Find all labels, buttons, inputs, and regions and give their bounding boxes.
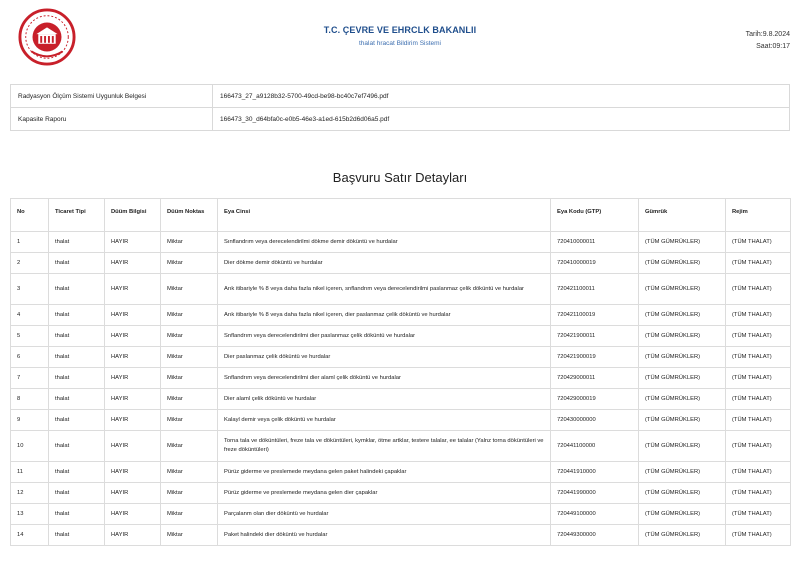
cell-dnoktas: Miktar xyxy=(161,232,218,253)
cell-gumruk: (TÜM GÜMRÜKLER) xyxy=(639,410,726,431)
cell-kod: 720430000000 xyxy=(551,410,639,431)
attachment-file-link[interactable]: 166473_27_a9128b32-5700-49cd-be98-bc40c7ef7496.pdf xyxy=(213,85,790,108)
cell-eya: Arık itibariyle % 8 veya daha fazla nikel içeren, dier paslanmaz çelik döküntü ve hurdalar xyxy=(218,305,551,326)
page-header xyxy=(0,0,800,75)
cell-gumruk: (TÜM GÜMRÜKLER) xyxy=(639,389,726,410)
section-title: Başvuru Satır Detayları xyxy=(332,170,468,185)
table-row xyxy=(11,253,791,274)
cell-rejim: (TÜM THALAT) xyxy=(726,368,791,389)
cell-ticaret: thalat xyxy=(49,253,105,274)
cell-dnoktas: Miktar xyxy=(161,274,218,305)
cell-dbilgisi: HAYIR xyxy=(105,483,161,504)
cell-no: 9 xyxy=(11,410,49,431)
cell-ticaret: thalat xyxy=(49,483,105,504)
cell-rejim: (TÜM THALAT) xyxy=(726,525,791,546)
col-gumruk: Gümrük xyxy=(639,199,726,232)
cell-gumruk: (TÜM GÜMRÜKLER) xyxy=(639,504,726,525)
attachments-table xyxy=(10,84,790,131)
cell-ticaret: thalat xyxy=(49,431,105,462)
cell-eya: Snflandrım veya derecelendirilmi dier paslanmaz çelik döküntü ve hurdalar xyxy=(218,326,551,347)
table-row xyxy=(11,504,791,525)
cell-rejim: (TÜM THALAT) xyxy=(726,431,791,462)
cell-dnoktas: Miktar xyxy=(161,368,218,389)
cell-no: 10 xyxy=(11,431,49,462)
cell-gumruk: (TÜM GÜMRÜKLER) xyxy=(639,253,726,274)
cell-dnoktas: Miktar xyxy=(161,253,218,274)
cell-gumruk: (TÜM GÜMRÜKLER) xyxy=(639,368,726,389)
table-row xyxy=(11,305,791,326)
attachment-row xyxy=(11,85,790,108)
table-row xyxy=(11,274,791,305)
cell-kod: 720410000011 xyxy=(551,232,639,253)
ministry-logo xyxy=(18,8,76,66)
col-esya-kodu: Eya Kodu (GTP) xyxy=(551,199,639,232)
cell-no: 5 xyxy=(11,326,49,347)
col-dusum-noktasi: Düüm Noktas xyxy=(161,199,218,232)
table-row xyxy=(11,410,791,431)
cell-dbilgisi: HAYIR xyxy=(105,525,161,546)
attachment-row xyxy=(11,108,790,131)
attachment-label: Radyasyon Ölçüm Sistemi Uygunluk Belgesi xyxy=(11,85,213,108)
cell-eya: Arık itibariyle % 8 veya daha fazla nikel içeren, snflandrım veya derecelendirilmi paslanmaz çelik döküntü ve hurdalar xyxy=(218,274,551,305)
time-label: Saat:09:17 xyxy=(756,43,790,50)
cell-ticaret: thalat xyxy=(49,462,105,483)
col-esya-cinsi: Eya Cinsi xyxy=(218,199,551,232)
table-body xyxy=(11,232,791,546)
cell-rejim: (TÜM THALAT) xyxy=(726,253,791,274)
col-rejim: Rejim xyxy=(726,199,791,232)
cell-no: 4 xyxy=(11,305,49,326)
cell-dbilgisi: HAYIR xyxy=(105,389,161,410)
cell-rejim: (TÜM THALAT) xyxy=(726,305,791,326)
cell-dnoktas: Miktar xyxy=(161,305,218,326)
cell-dbilgisi: HAYIR xyxy=(105,232,161,253)
cell-eya: Dier paslanmaz çelik döküntü ve hurdalar xyxy=(218,347,551,368)
col-ticaret-tipi: Ticaret Tipi xyxy=(49,199,105,232)
cell-kod: 720441100000 xyxy=(551,431,639,462)
cell-rejim: (TÜM THALAT) xyxy=(726,410,791,431)
cell-dnoktas: Miktar xyxy=(161,483,218,504)
cell-eya: Pürüz giderme ve preslemede meydana gelen dier çapaklar xyxy=(218,483,551,504)
table-header-row xyxy=(11,199,791,232)
cell-kod: 720449100000 xyxy=(551,504,639,525)
cell-eya: Kalayl demir veya çelik döküntü ve hurdalar xyxy=(218,410,551,431)
application-lines-table xyxy=(10,198,791,546)
cell-gumruk: (TÜM GÜMRÜKLER) xyxy=(639,305,726,326)
cell-kod: 720441910000 xyxy=(551,462,639,483)
cell-kod: 720421900019 xyxy=(551,347,639,368)
cell-no: 1 xyxy=(11,232,49,253)
cell-dnoktas: Miktar xyxy=(161,431,218,462)
cell-eya: Torna tala ve döküntüleri, freze tala ve döküntüleri, kymklar, ötme artklar, testere talalar, ee talalar (Yalnz torna döküntüleri ve freze döküntüleri) xyxy=(218,431,551,462)
cell-rejim: (TÜM THALAT) xyxy=(726,326,791,347)
table-row xyxy=(11,431,791,462)
page-subtitle: thalat hracat Bildirim Sistemi xyxy=(359,40,441,47)
cell-eya: Parçalanm olan dier döküntü ve hurdalar xyxy=(218,504,551,525)
cell-gumruk: (TÜM GÜMRÜKLER) xyxy=(639,274,726,305)
cell-dbilgisi: HAYIR xyxy=(105,410,161,431)
cell-ticaret: thalat xyxy=(49,525,105,546)
cell-kod: 720441990000 xyxy=(551,483,639,504)
cell-dbilgisi: HAYIR xyxy=(105,431,161,462)
cell-no: 8 xyxy=(11,389,49,410)
cell-dbilgisi: HAYIR xyxy=(105,347,161,368)
cell-dnoktas: Miktar xyxy=(161,504,218,525)
cell-dnoktas: Miktar xyxy=(161,410,218,431)
cell-ticaret: thalat xyxy=(49,305,105,326)
cell-dbilgisi: HAYIR xyxy=(105,504,161,525)
cell-rejim: (TÜM THALAT) xyxy=(726,232,791,253)
cell-no: 12 xyxy=(11,483,49,504)
cell-no: 3 xyxy=(11,274,49,305)
cell-dnoktas: Miktar xyxy=(161,389,218,410)
table-row xyxy=(11,368,791,389)
cell-dbilgisi: HAYIR xyxy=(105,305,161,326)
cell-kod: 720429000011 xyxy=(551,368,639,389)
page-title: T.C. ÇEVRE VE EHRCLK BAKANLII xyxy=(323,25,477,35)
table-row xyxy=(11,232,791,253)
cell-kod: 720429000019 xyxy=(551,389,639,410)
cell-dbilgisi: HAYIR xyxy=(105,368,161,389)
cell-ticaret: thalat xyxy=(49,326,105,347)
cell-gumruk: (TÜM GÜMRÜKLER) xyxy=(639,483,726,504)
cell-kod: 720421100019 xyxy=(551,305,639,326)
table-row xyxy=(11,326,791,347)
col-dusum-bilgisi: Düüm Bilgisi xyxy=(105,199,161,232)
table-row xyxy=(11,347,791,368)
cell-kod: 720421900011 xyxy=(551,326,639,347)
cell-no: 6 xyxy=(11,347,49,368)
cell-gumruk: (TÜM GÜMRÜKLER) xyxy=(639,431,726,462)
cell-dnoktas: Miktar xyxy=(161,347,218,368)
cell-dnoktas: Miktar xyxy=(161,462,218,483)
cell-rejim: (TÜM THALAT) xyxy=(726,347,791,368)
cell-dbilgisi: HAYIR xyxy=(105,462,161,483)
cell-ticaret: thalat xyxy=(49,389,105,410)
cell-eya: Sınflandrım veya derecelendirilmi dökme demir döküntü ve hurdalar xyxy=(218,232,551,253)
date-label: Tarih:9.8.2024 xyxy=(745,31,790,38)
cell-rejim: (TÜM THALAT) xyxy=(726,462,791,483)
cell-eya: Paket halindeki dier döküntü ve hurdalar xyxy=(218,525,551,546)
cell-gumruk: (TÜM GÜMRÜKLER) xyxy=(639,525,726,546)
attachment-file-link[interactable]: 166473_30_d64bfa0c-e0b5-46e3-a1ed-615b2d6d06a5.pdf xyxy=(213,108,790,131)
cell-dbilgisi: HAYIR xyxy=(105,326,161,347)
table-row xyxy=(11,462,791,483)
cell-gumruk: (TÜM GÜMRÜKLER) xyxy=(639,347,726,368)
cell-kod: 720421100011 xyxy=(551,274,639,305)
cell-ticaret: thalat xyxy=(49,274,105,305)
cell-dbilgisi: HAYIR xyxy=(105,274,161,305)
cell-eya: Dier alaml çelik döküntü ve hurdalar xyxy=(218,389,551,410)
col-no: No xyxy=(11,199,49,232)
cell-ticaret: thalat xyxy=(49,410,105,431)
table-row xyxy=(11,525,791,546)
cell-no: 14 xyxy=(11,525,49,546)
table-row xyxy=(11,389,791,410)
cell-no: 2 xyxy=(11,253,49,274)
cell-dnoktas: Miktar xyxy=(161,326,218,347)
cell-gumruk: (TÜM GÜMRÜKLER) xyxy=(639,326,726,347)
cell-ticaret: thalat xyxy=(49,368,105,389)
datetime-box xyxy=(746,29,790,53)
cell-rejim: (TÜM THALAT) xyxy=(726,274,791,305)
cell-kod: 720449300000 xyxy=(551,525,639,546)
cell-no: 11 xyxy=(11,462,49,483)
cell-no: 7 xyxy=(11,368,49,389)
cell-gumruk: (TÜM GÜMRÜKLER) xyxy=(639,462,726,483)
cell-no: 13 xyxy=(11,504,49,525)
cell-eya: Dier dökme demir döküntü ve hurdalar xyxy=(218,253,551,274)
cell-rejim: (TÜM THALAT) xyxy=(726,504,791,525)
table-row xyxy=(11,483,791,504)
cell-dnoktas: Miktar xyxy=(161,525,218,546)
cell-rejim: (TÜM THALAT) xyxy=(726,483,791,504)
cell-eya: Pürüz giderme ve preslemede meydana gelen paket halindeki çapaklar xyxy=(218,462,551,483)
cell-gumruk: (TÜM GÜMRÜKLER) xyxy=(639,232,726,253)
cell-eya: Snflandrım veya derecelendirilmi dier alaml çelik döküntü ve hurdalar xyxy=(218,368,551,389)
cell-dbilgisi: HAYIR xyxy=(105,253,161,274)
cell-rejim: (TÜM THALAT) xyxy=(726,389,791,410)
cell-ticaret: thalat xyxy=(49,232,105,253)
cell-kod: 720410000019 xyxy=(551,253,639,274)
attachment-label: Kapasite Raporu xyxy=(11,108,213,131)
cell-ticaret: thalat xyxy=(49,347,105,368)
cell-ticaret: thalat xyxy=(49,504,105,525)
